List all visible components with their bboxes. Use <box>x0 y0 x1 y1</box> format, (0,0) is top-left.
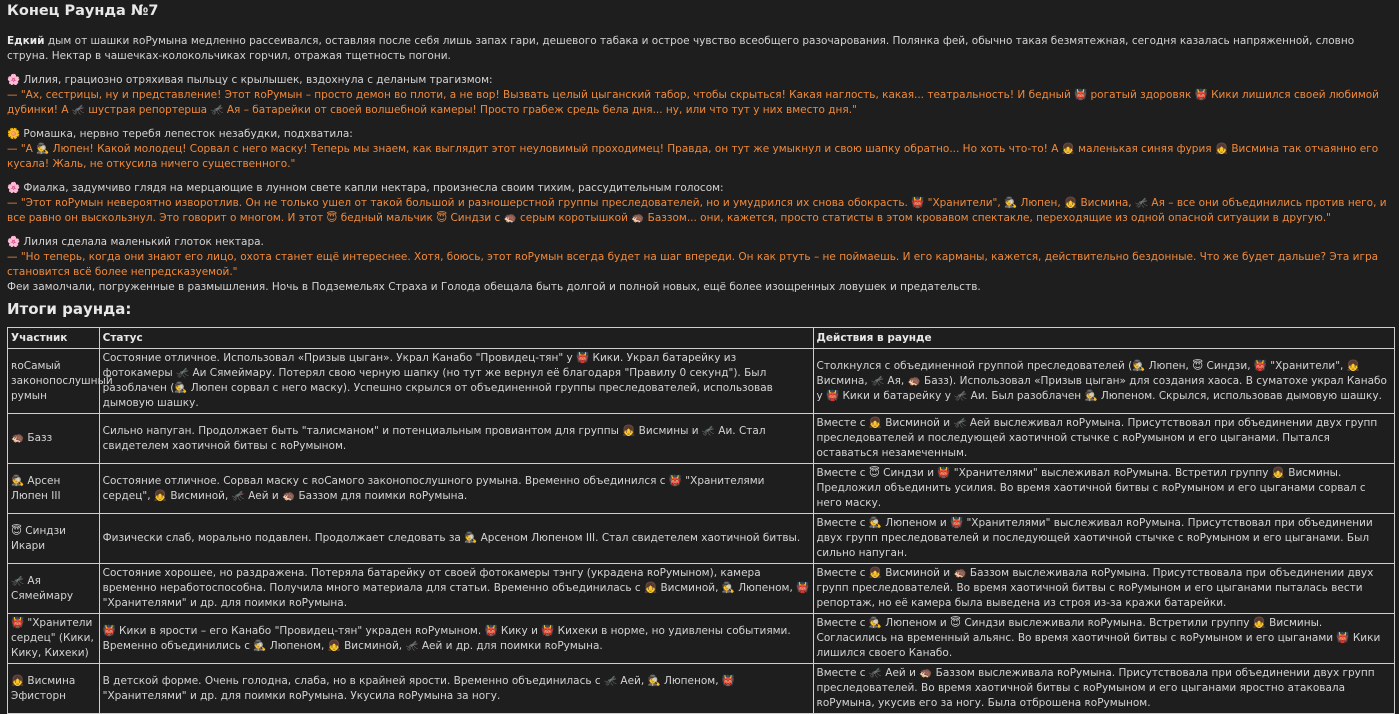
table-row <box>8 664 1395 714</box>
participant-cell: 🦟 Ая Сямеймару <box>8 564 100 614</box>
actions-cell: Вместе с 👧 Висминой и 🦔 Баззом выслеживала ʀᴏРумына. Присутствовала при объединении двух групп преследователей. Во время хаотичной битвы с ʀᴏРумыном и его цыганами пыталась вести репортаж, но её камера была выведена из строя из-за кражи батарейки. <box>813 564 1395 614</box>
dialogue-speaker: 🌸 Лилия, грациозно отряхивая пыльцу с крылышек, вздохнула с деланым трагизмом: <box>7 74 493 86</box>
intro-bold: Едкий <box>7 35 45 47</box>
page-title: Конец Раунда №7 <box>7 3 159 19</box>
participant-cell: 😇 Синдзи Икари <box>8 514 100 564</box>
participant-cell: ʀᴏСамый законопослушный румын <box>8 349 100 414</box>
dialogue-quote: — "Этот ʀᴏРумын невероятно изворотлив. Он не только ушел от такой большой и разношерстной группы преследователей, но и умудрился их снова обокрасть. 👹 "Хранители", 🕵 Люпен, 👧 Висмина, 🦟 Ая – все они объединились против него, и все равно он выскользнул. Это говорит о многом. И этот 😇 бедный мальчик 😇 Синдзи с 🦔 серым коротышкой 🦔 Баззом... они, кажется, просто статисты в этом кровавом спектакле, переходящие из одной опасной ситуации в другую." <box>7 197 1387 224</box>
status-cell: Состояние отличное. Сорвал маску с ʀᴏСамого законопослушного румына. Временно объединился с 👹 "Хранителями сердец", 👧 Висминой, 🦟 Аей и 🦔 Баззом для поимки ʀᴏРумына. <box>99 464 813 514</box>
participant-cell: 🕵 Арсен Люпен III <box>8 464 100 514</box>
table-row <box>8 414 1395 464</box>
participant-cell: 👧 Висмина Эфисторн <box>8 664 100 714</box>
table-row <box>8 349 1395 414</box>
dialogue-quote: — "А 🕵 Люпен! Какой молодец! Сорвал с него маску! Теперь мы знаем, как выглядит этот неуловимый проходимец! Правда, он тут же умыкнул и свою шапку обратно... Но хоть что-то! А 👧 маленькая синяя фурия 👧 Висмина так отчаянно его кусала! Жаль, не откусила ничего существенного." <box>7 143 1379 170</box>
round-summary-table <box>7 327 1395 714</box>
actions-cell: Вместе с 🕵 Люпеном и 😇 Синдзи выслеживали ʀᴏРумына. Встретили группу 👧 Висмины. Согласились на временный альянс. Во время хаотичной битвы с ʀᴏРумыном и его цыганами 👹 Кики лишился своего Канабо. <box>813 614 1395 664</box>
status-cell: Сильно напуган. Продолжает быть "талисманом" и потенциальным провиантом для группы 👧 Висмины и 🦟 Аи. Стал свидетелем хаотичной битвы с ʀᴏРумыном. <box>99 414 813 464</box>
status-cell: 👹 Кики в ярости – его Канабо "Провидец-тян" украден ʀᴏРумыном. 👹 Кику и 👹 Кихеки в норме, но удивлены событиями. Временно объединились с 🕵 Люпеном, 👧 Висминой, 🦟 Аей и др. для поимки ʀᴏРумына. <box>99 614 813 664</box>
dialogue-speaker: 🌼 Ромашка, нервно теребя лепесток незабудки, подхватила: <box>7 128 353 140</box>
table-row <box>8 514 1395 564</box>
dialogue-lilia-2 <box>7 235 1393 280</box>
column-header-status: Статус <box>99 328 813 349</box>
dialogue-fialka <box>7 181 1393 226</box>
status-cell: Состояние хорошее, но раздражена. Потеряла батарейку от своей фотокамеры тэнгу (украдена ʀᴏРумыном), камера временно неработоспособна. Получила много материала для статьи. Временно объединилась с 👧 Висминой, 🕵 Люпеном, 👹 "Хранителями" и др. для поимки ʀᴏРумына. <box>99 564 813 614</box>
dialogue-quote: — "Но теперь, когда они знают его лицо, охота станет ещё интереснее. Хотя, боюсь, этот ʀᴏРумын всегда будет на шаг впереди. Он как ртуть – не поймаешь. И его карманы, кажется, действительно бездонные. Что же будет дальше? Эта игра становится всё более непредсказуемой." <box>7 251 1379 278</box>
dialogue-speaker: 🌸 Фиалка, задумчиво глядя на мерцающие в лунном свете капли нектара, произнесла своим тихим, рассудительным голосом: <box>7 182 724 194</box>
actions-cell: Вместе с 🦟 Аей и 🦔 Баззом выслеживала ʀᴏРумына. Присутствовала при объединении двух групп преследователей. Во время хаотичной битвы с ʀᴏРумыном и его цыганами яростно атаковала ʀᴏРумына, укусив его за ногу. Была отброшена ʀᴏРумыном. <box>813 664 1395 714</box>
column-header-participant: Участник <box>8 328 100 349</box>
intro-paragraph <box>7 34 1393 64</box>
status-cell: Физически слаб, морально подавлен. Продолжает следовать за 🕵 Арсеном Люпеном III. Стал свидетелем хаотичной битвы. <box>99 514 813 564</box>
table-row <box>8 564 1395 614</box>
table-row <box>8 614 1395 664</box>
actions-cell: Вместе с 👧 Висминой и 🦟 Аей выслеживал ʀᴏРумына. Присутствовал при объединении двух групп преследователей и последующей хаотичной стычке с ʀᴏРумыном и его цыганами. Пытался оставаться незамеченным. <box>813 414 1395 464</box>
dialogue-romashka <box>7 127 1393 172</box>
dialogue-speaker: 🌸 Лилия сделала маленький глоток нектара. <box>7 236 264 248</box>
closing-paragraph: Феи замолчали, погруженные в размышления. Ночь в Подземельях Страха и Голода обещала быть долгой и полной новых, ещё более изощренных ловушек и предательств. <box>7 281 981 293</box>
summary-title: Итоги раунда: <box>7 300 132 318</box>
participant-cell: 🦔 Базз <box>8 414 100 464</box>
actions-cell: Столкнулся с объединенной группой преследователей (🕵 Люпен, 😇 Синдзи, 👹 "Хранители", 👧 Висмина, 🦟 Ая, 🦔 Базз). Использовал «Призыв цыган» для создания хаоса. В суматохе украл Канабо у 👹 Кики и батарейку у 🦟 Аи. Был разоблачен 🕵 Люпеном. Скрылся, использовав дымовую шашку. <box>813 349 1395 414</box>
participant-cell: 👹 "Хранители сердец" (Кики, Кику, Кихеки) <box>8 614 100 664</box>
actions-cell: Вместе с 🕵 Люпеном и 👹 "Хранителями" выслеживал ʀᴏРумына. Присутствовал при объединении двух групп преследователей и последующей хаотичной стычке с ʀᴏРумыном и его цыганами. Был сильно напуган. <box>813 514 1395 564</box>
status-cell: В детской форме. Очень голодна, слаба, но в крайней ярости. Временно объединилась с 🦟 Аей, 🕵 Люпеном, 👹 "Хранителями" и др. для поимки ʀᴏРумына. Укусила ʀᴏРумына за ногу. <box>99 664 813 714</box>
actions-cell: Вместе с 😇 Синдзи и 👹 "Хранителями" выслеживал ʀᴏРумына. Встретил группу 👧 Висмины. Предложил объединить усилия. Во время хаотичной битвы с ʀᴏРумыном и его цыганами сорвал с него маску. <box>813 464 1395 514</box>
status-cell: Состояние отличное. Использовал «Призыв цыган». Украл Канабо "Провидец-тян" у 👹 Кики. Украл батарейку из фотокамеры 🦟 Аи Сямеймару. Потерял свою черную шапку (но тут же вернул её благодаря "Правилу 0 секунд"). Был разоблачен (🕵 Люпен сорвал с него маску). Успешно скрылся от объединенной группы преследователей, использовав дымовую шашку. <box>99 349 813 414</box>
intro-text: дым от шашки ʀᴏРумына медленно рассеивался, оставляя после себя лишь запах гари, дешевого табака и острое чувство всеобщего разочарования. Полянка фей, обычно такая безмятежная, сегодня казалась напряженной, словно струна. Нектар в чашечках-колокольчиках горчил, отражая тщетность погони. <box>7 35 1355 62</box>
dialogue-quote: — "Ах, сестрицы, ну и представление! Этот ʀᴏРумын – просто демон во плоти, а не вор! Вызвать целый цыганский табор, чтобы скрыться! Какая наглость, какая... театральность! И бедный 👹 рогатый здоровяк 👹 Кики лишился своей любимой дубинки! А 🦟 шустрая репортерша 🦟 Ая – батарейки от своей волшебной камеры! Просто грабеж средь бела дня... ну, или что тут у них вместо дня." <box>7 89 1379 116</box>
dialogue-lilia-1 <box>7 73 1393 118</box>
column-header-actions: Действия в раунде <box>813 328 1395 349</box>
table-header-row <box>8 328 1395 349</box>
table-row <box>8 464 1395 514</box>
